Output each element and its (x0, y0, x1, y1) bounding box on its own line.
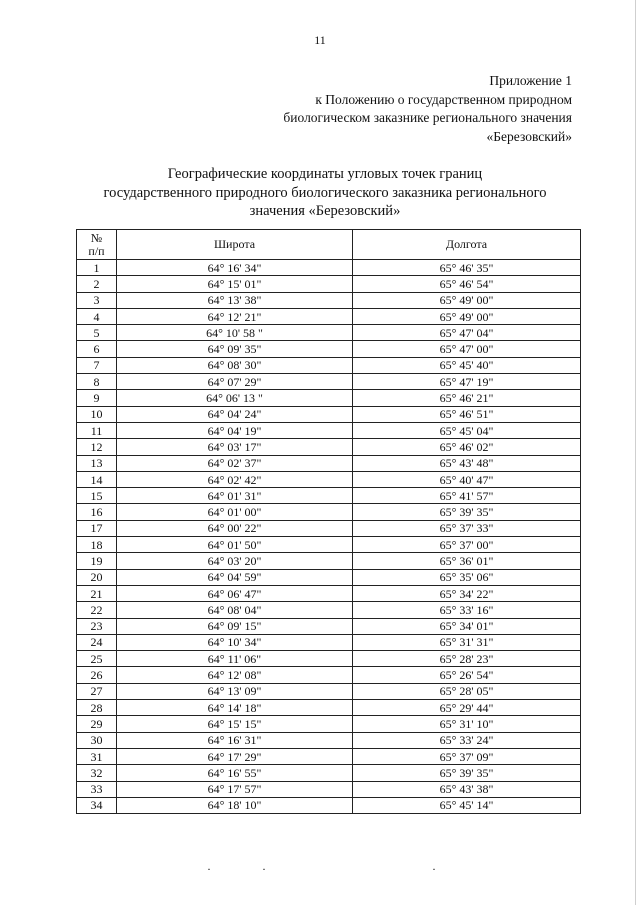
table-row (77, 634, 581, 650)
latitude-value: 64° 04' 59" (117, 569, 353, 585)
appendix-line-4: «Березовский» (486, 128, 572, 144)
latitude-value: 64° 09' 15" (117, 618, 353, 634)
latitude-value: 64° 03' 17" (117, 439, 353, 455)
longitude-value: 65° 47' 00" (353, 341, 581, 357)
longitude-value: 65° 34' 22" (353, 585, 581, 601)
point-number: 3 (77, 292, 117, 308)
latitude-value: 64° 12' 21" (117, 308, 353, 324)
point-number: 1 (77, 260, 117, 276)
table-row (77, 781, 581, 797)
header-number-line-2: п/п (88, 243, 105, 258)
table-row (77, 537, 581, 553)
header-number-line-1: № (90, 230, 103, 245)
point-number: 10 (77, 406, 117, 422)
point-number: 33 (77, 781, 117, 797)
latitude-value: 64° 15' 01" (117, 276, 353, 292)
latitude-value: 64° 08' 30" (117, 357, 353, 373)
longitude-value: 65° 49' 00" (353, 292, 581, 308)
table-row (77, 422, 581, 438)
latitude-value: 64° 13' 38" (117, 292, 353, 308)
longitude-value: 65° 46' 21" (353, 390, 581, 406)
longitude-value: 65° 28' 23" (353, 651, 581, 667)
latitude-value: 64° 10' 34" (117, 634, 353, 650)
latitude-value: 64° 13' 09" (117, 683, 353, 699)
point-number: 8 (77, 374, 117, 390)
longitude-value: 65° 43' 48" (353, 455, 581, 471)
latitude-value: 64° 04' 19" (117, 422, 353, 438)
table-row (77, 585, 581, 601)
point-number: 18 (77, 537, 117, 553)
longitude-value: 65° 31' 31" (353, 634, 581, 650)
longitude-value: 65° 37' 00" (353, 537, 581, 553)
table-row (77, 667, 581, 683)
latitude-value: 64° 18' 10" (117, 797, 353, 813)
longitude-value: 65° 33' 16" (353, 602, 581, 618)
longitude-value: 65° 39' 35" (353, 765, 581, 781)
table-row (77, 292, 581, 308)
longitude-value: 65° 34' 01" (353, 618, 581, 634)
table-row (77, 374, 581, 390)
latitude-value: 64° 14' 18" (117, 700, 353, 716)
table-header-row (77, 230, 581, 260)
table-row (77, 308, 581, 324)
point-number: 6 (77, 341, 117, 357)
point-number: 16 (77, 504, 117, 520)
header-number (77, 230, 117, 260)
header-latitude: Широта (117, 230, 353, 260)
latitude-value: 64° 16' 31" (117, 732, 353, 748)
latitude-value: 64° 01' 31" (117, 488, 353, 504)
point-number: 15 (77, 488, 117, 504)
header-longitude: Долгота (353, 230, 581, 260)
longitude-value: 65° 46' 51" (353, 406, 581, 422)
longitude-value: 65° 33' 24" (353, 732, 581, 748)
point-number: 26 (77, 667, 117, 683)
coordinates-table (76, 229, 581, 814)
latitude-value: 64° 11' 06" (117, 651, 353, 667)
latitude-value: 64° 02' 42" (117, 471, 353, 487)
longitude-value: 65° 45' 04" (353, 422, 581, 438)
point-number: 5 (77, 325, 117, 341)
coordinates-body (77, 260, 581, 814)
longitude-value: 65° 31' 10" (353, 716, 581, 732)
longitude-value: 65° 28' 05" (353, 683, 581, 699)
longitude-value: 65° 37' 33" (353, 520, 581, 536)
appendix-line-2: к Положению о государственном природном (315, 91, 572, 107)
point-number: 11 (77, 422, 117, 438)
table-row (77, 325, 581, 341)
point-number: 17 (77, 520, 117, 536)
latitude-value: 64° 03' 20" (117, 553, 353, 569)
longitude-value: 65° 29' 44" (353, 700, 581, 716)
latitude-value: 64° 06' 47" (117, 585, 353, 601)
latitude-value: 64° 17' 57" (117, 781, 353, 797)
table-row (77, 471, 581, 487)
latitude-value: 64° 12' 08" (117, 667, 353, 683)
point-number: 27 (77, 683, 117, 699)
latitude-value: 64° 16' 55" (117, 765, 353, 781)
document-title (60, 165, 590, 221)
point-number: 32 (77, 765, 117, 781)
table-row (77, 716, 581, 732)
table-row (77, 797, 581, 813)
longitude-value: 65° 47' 19" (353, 374, 581, 390)
table-row (77, 683, 581, 699)
point-number: 22 (77, 602, 117, 618)
point-number: 20 (77, 569, 117, 585)
table-row (77, 520, 581, 536)
point-number: 23 (77, 618, 117, 634)
latitude-value: 64° 01' 00" (117, 504, 353, 520)
point-number: 30 (77, 732, 117, 748)
point-number: 19 (77, 553, 117, 569)
latitude-value: 64° 16' 34" (117, 260, 353, 276)
longitude-value: 65° 36' 01" (353, 553, 581, 569)
latitude-value: 64° 07' 29" (117, 374, 353, 390)
footer-mark: · (432, 862, 436, 876)
longitude-value: 65° 45' 14" (353, 797, 581, 813)
longitude-value: 65° 46' 02" (353, 439, 581, 455)
table-row (77, 276, 581, 292)
latitude-value: 64° 02' 37" (117, 455, 353, 471)
latitude-value: 64° 06' 13 " (117, 390, 353, 406)
appendix-line-1: Приложение 1 (489, 73, 572, 88)
title-line-2: государственного природного биологического заказника регионального (103, 184, 547, 201)
table-row (77, 488, 581, 504)
table-row (77, 569, 581, 585)
table-row (77, 765, 581, 781)
table-row (77, 602, 581, 618)
scan-edge-line (635, 0, 636, 905)
table-row (77, 390, 581, 406)
longitude-value: 65° 49' 00" (353, 308, 581, 324)
point-number: 7 (77, 357, 117, 373)
point-number: 9 (77, 390, 117, 406)
latitude-value: 64° 17' 29" (117, 748, 353, 764)
point-number: 21 (77, 585, 117, 601)
table-row (77, 618, 581, 634)
table-row (77, 439, 581, 455)
point-number: 29 (77, 716, 117, 732)
table-row (77, 357, 581, 373)
table-row (77, 732, 581, 748)
table-row (77, 260, 581, 276)
title-line-3: значения «Березовский» (249, 203, 401, 219)
latitude-value: 64° 08' 04" (117, 602, 353, 618)
latitude-value: 64° 00' 22" (117, 520, 353, 536)
longitude-value: 65° 43' 38" (353, 781, 581, 797)
longitude-value: 65° 46' 35" (353, 260, 581, 276)
latitude-value: 64° 01' 50" (117, 537, 353, 553)
table-row (77, 406, 581, 422)
table-row (77, 455, 581, 471)
appendix-header (283, 72, 572, 146)
latitude-value: 64° 10' 58 " (117, 325, 353, 341)
table-row (77, 748, 581, 764)
longitude-value: 65° 41' 57" (353, 488, 581, 504)
longitude-value: 65° 40' 47" (353, 471, 581, 487)
longitude-value: 65° 26' 54" (353, 667, 581, 683)
point-number: 2 (77, 276, 117, 292)
table-row (77, 341, 581, 357)
longitude-value: 65° 39' 35" (353, 504, 581, 520)
table-row (77, 651, 581, 667)
table-row (77, 504, 581, 520)
point-number: 31 (77, 748, 117, 764)
table-row (77, 700, 581, 716)
longitude-value: 65° 47' 04" (353, 325, 581, 341)
longitude-value: 65° 37' 09" (353, 748, 581, 764)
table-row (77, 553, 581, 569)
latitude-value: 64° 09' 35" (117, 341, 353, 357)
point-number: 24 (77, 634, 117, 650)
appendix-line-3: биологическом заказнике регионального значения (283, 110, 572, 125)
longitude-value: 65° 45' 40" (353, 357, 581, 373)
title-line-1: Географические координаты угловых точек границ (167, 166, 483, 182)
page-number: 11 (314, 33, 326, 47)
point-number: 4 (77, 308, 117, 324)
point-number: 12 (77, 439, 117, 455)
longitude-value: 65° 35' 06" (353, 569, 581, 585)
point-number: 13 (77, 455, 117, 471)
point-number: 34 (77, 797, 117, 813)
latitude-value: 64° 04' 24" (117, 406, 353, 422)
footer-mark: · (262, 862, 266, 876)
latitude-value: 64° 15' 15" (117, 716, 353, 732)
point-number: 14 (77, 471, 117, 487)
footer-mark: · (207, 862, 211, 876)
point-number: 28 (77, 700, 117, 716)
longitude-value: 65° 46' 54" (353, 276, 581, 292)
point-number: 25 (77, 651, 117, 667)
